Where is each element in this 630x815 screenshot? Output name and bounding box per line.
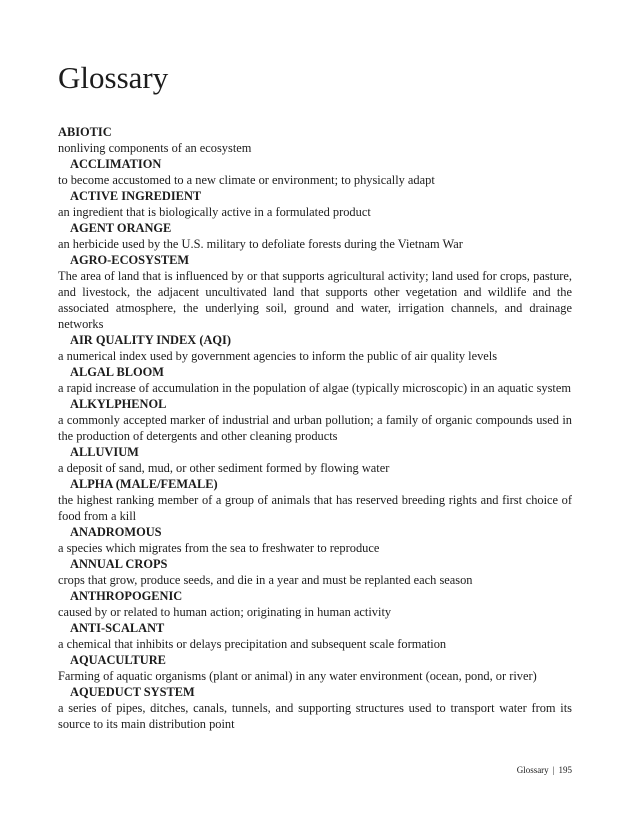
glossary-definition: a series of pipes, ditches, canals, tunnels, and supporting structures used to transport water from its source to its main distribution point <box>58 701 572 731</box>
glossary-entry <box>58 524 572 556</box>
glossary-list <box>58 124 572 732</box>
glossary-term: ALGAL BLOOM <box>70 365 164 379</box>
glossary-entry <box>58 364 572 396</box>
glossary-entry <box>58 556 572 588</box>
footer-separator: | <box>552 765 555 775</box>
glossary-entry <box>58 188 572 220</box>
glossary-definition: caused by or related to human action; originating in human activity <box>58 605 392 619</box>
glossary-term: ALKYLPHENOL <box>70 397 167 411</box>
glossary-definition: an ingredient that is biologically active in a formulated product <box>58 205 371 219</box>
glossary-term: AGRO-ECOSYSTEM <box>70 253 190 267</box>
glossary-entry <box>58 332 572 364</box>
glossary-term: ANTI-SCALANT <box>70 621 165 635</box>
glossary-term: ALPHA (MALE/FEMALE) <box>70 477 218 491</box>
glossary-entry <box>58 156 572 188</box>
glossary-term: ANNUAL CROPS <box>70 557 168 571</box>
footer-section-label: Glossary <box>516 765 549 775</box>
glossary-definition: a species which migrates from the sea to freshwater to reproduce <box>58 541 380 555</box>
page-number: 195 <box>558 765 572 775</box>
glossary-term: ACTIVE INGREDIENT <box>70 189 202 203</box>
glossary-entry <box>58 620 572 652</box>
glossary-entry <box>58 476 572 524</box>
glossary-entry <box>58 652 572 684</box>
glossary-entry <box>58 220 572 252</box>
glossary-definition: a deposit of sand, mud, or other sediment formed by flowing water <box>58 461 390 475</box>
glossary-term: ANADROMOUS <box>70 525 162 539</box>
glossary-entry <box>58 396 572 444</box>
glossary-entry <box>58 588 572 620</box>
glossary-entry <box>58 124 572 156</box>
page-title: Glossary <box>58 60 169 95</box>
glossary-term: ACCLIMATION <box>70 157 162 171</box>
glossary-definition: to become accustomed to a new climate or environment; to physically adapt <box>58 173 435 187</box>
glossary-definition: a rapid increase of accumulation in the population of algae (typically microscopic) in an aquatic system <box>58 381 571 395</box>
glossary-definition: Farming of aquatic organisms (plant or animal) in any water environment (ocean, pond, or river) <box>58 669 537 683</box>
glossary-definition: a commonly accepted marker of industrial and urban pollution; a family of organic compounds used in the production of detergents and other cleaning products <box>58 413 572 443</box>
glossary-entry <box>58 684 572 732</box>
glossary-definition: a numerical index used by government agencies to inform the public of air quality levels <box>58 349 498 363</box>
glossary-definition: an herbicide used by the U.S. military to defoliate forests during the Vietnam War <box>58 237 463 251</box>
document-page <box>58 0 572 815</box>
glossary-term: ALLUVIUM <box>70 445 139 459</box>
glossary-definition: crops that grow, produce seeds, and die in a year and must be replanted each season <box>58 573 473 587</box>
glossary-term: AQUACULTURE <box>70 653 166 667</box>
glossary-term: ABIOTIC <box>58 125 112 139</box>
glossary-term: AQUEDUCT SYSTEM <box>70 685 195 699</box>
glossary-entry <box>58 444 572 476</box>
glossary-definition: a chemical that inhibits or delays precipitation and subsequent scale formation <box>58 637 447 651</box>
glossary-definition: The area of land that is influenced by or that supports agricultural activity; land used for crops, pasture, and livestock, the adjacent uncultivated land that supports other vegetation and wildlife and the associated atmosphere, the underlying soil, ground and water, irrigation channels, and drainage networks <box>58 269 572 331</box>
glossary-term: AGENT ORANGE <box>70 221 172 235</box>
glossary-term: AIR QUALITY INDEX (AQI) <box>70 333 231 347</box>
glossary-definition: the highest ranking member of a group of animals that has reserved breeding rights and first choice of food from a kill <box>58 493 572 523</box>
glossary-term: ANTHROPOGENIC <box>70 589 183 603</box>
glossary-definition: nonliving components of an ecosystem <box>58 141 252 155</box>
glossary-entry <box>58 252 572 332</box>
page-footer <box>517 764 572 776</box>
